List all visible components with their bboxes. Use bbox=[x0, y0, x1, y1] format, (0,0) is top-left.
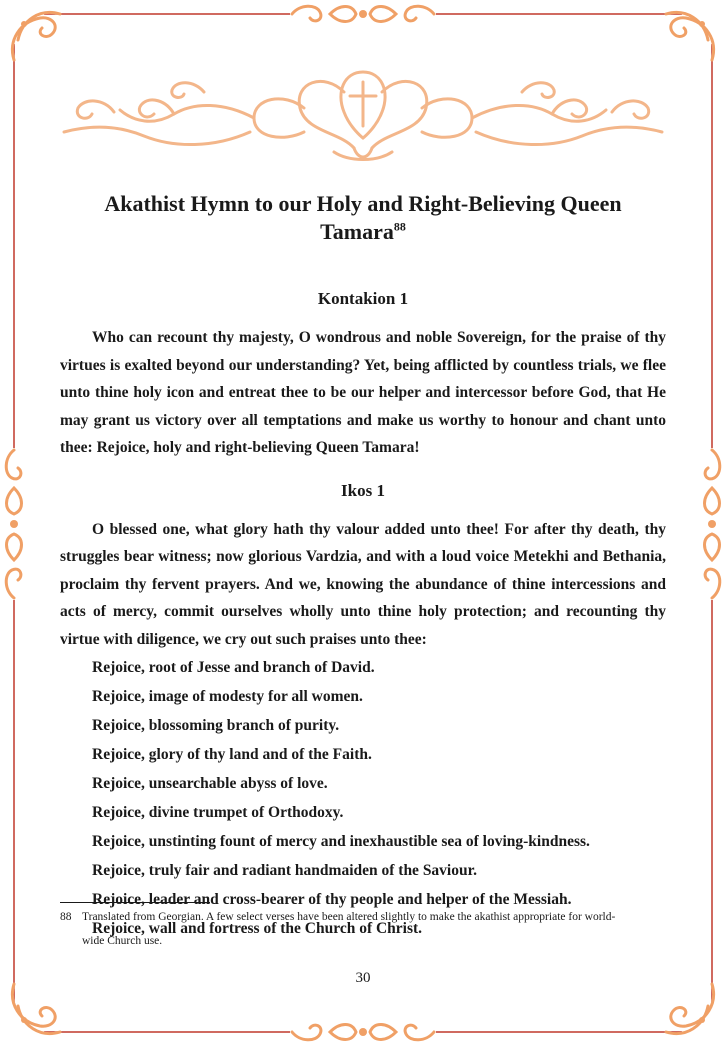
rejoice-list bbox=[60, 653, 666, 943]
kontakion-heading: Kontakion 1 bbox=[317, 289, 409, 308]
footnote-reference[interactable]: 88 bbox=[393, 219, 406, 234]
rejoice-line: Rejoice, unstinting fount of mercy and inexhaustible sea of loving-kindness. bbox=[92, 833, 590, 850]
ikos-text: O blessed one, what glory hath thy valour added unto thee! For after thy death, thy struggles bear witness; now glorious Vardzia, and with a loud voice Metekhi and Bethania, proclaim thy fervent prayers. And we, knowing the abundance of thine intercessions and acts of mercy, commit ourselves wholly unto thine holy protection; and recounting thy virtue with diligence, we cry out such praises unto thee: bbox=[60, 520, 666, 648]
rejoice-line: Rejoice, leader and cross-bearer of thy people and helper of the Messiah. bbox=[92, 891, 572, 908]
rejoice-line: Rejoice, image of modesty for all women. bbox=[92, 688, 363, 705]
rejoice-line: Rejoice, wall and fortress of the Church of Christ. bbox=[92, 920, 423, 937]
footnote-text-line2: wide Church use. bbox=[82, 935, 163, 947]
rejoice-line: Rejoice, unsearchable abyss of love. bbox=[92, 775, 328, 792]
rejoice-line: Rejoice, divine trumpet of Orthodoxy. bbox=[92, 804, 344, 821]
footnote bbox=[60, 905, 666, 953]
rejoice-line: Rejoice, blossoming branch of purity. bbox=[92, 717, 340, 734]
ikos-heading: Ikos 1 bbox=[341, 480, 385, 500]
footnote-divider bbox=[60, 902, 210, 903]
cross-headpiece-icon bbox=[54, 52, 672, 172]
rejoice-line: Rejoice, truly fair and radiant handmaiden of the Saviour. bbox=[92, 862, 477, 879]
footnote-number: 88 bbox=[60, 911, 72, 923]
rejoice-line: Rejoice, root of Jesse and branch of David. bbox=[92, 659, 375, 676]
rejoice-line: Rejoice, glory of thy land and of the Faith. bbox=[92, 746, 372, 763]
kontakion-text: Who can recount thy majesty, O wondrous and noble Sovereign, for the praise of thy virtues is exalted beyond our understanding? Yet, being afflicted by countless trials, we flee unto thine holy icon and entreat thee to be our helper and intercessor before God, that He may grant us victory over all temptations and make us worthy to honour and chant unto thee: Rejoice, holy and right-believing Queen Tamara! bbox=[60, 329, 666, 456]
page-title: Akathist Hymn to our Holy and Right-Believing Queen Tamara$^{88}$ bbox=[104, 191, 622, 244]
footnote-text-line1: Translated from Georgian. A few select verses have been altered slightly to make the akathist appropriate for world- bbox=[82, 911, 616, 923]
page-number: 30 bbox=[355, 970, 371, 986]
page-content bbox=[60, 190, 666, 943]
